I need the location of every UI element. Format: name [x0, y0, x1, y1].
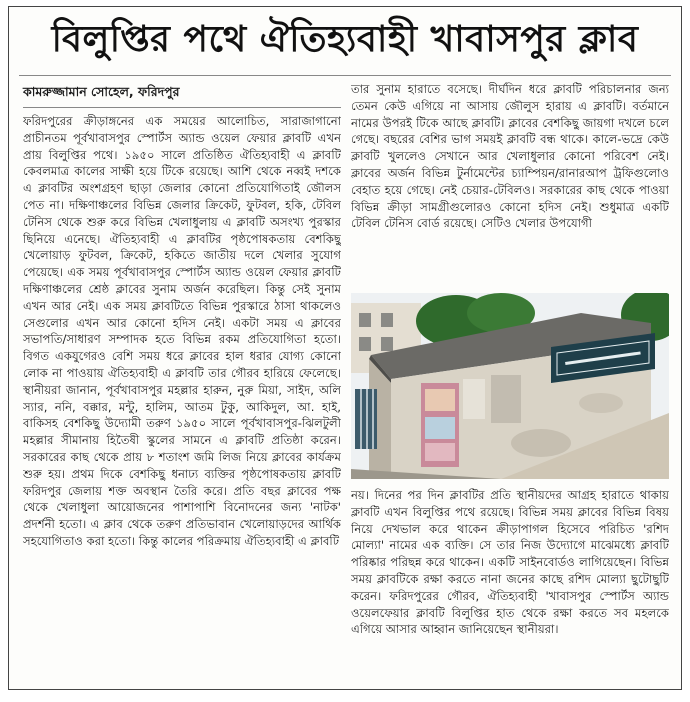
byline-divider: [23, 107, 341, 108]
article-headline: বিলুপ্তির পথে ঐতিহ্যবাহী খাবাসপুর ক্লাব: [51, 18, 639, 60]
article-column-left: [23, 113, 341, 683]
club-building-photo-icon: [351, 293, 669, 479]
article-column-right-top: [351, 81, 669, 289]
article-body-right-bottom: নয়। দিনের পর দিন ক্লাবটির প্রতি স্থানীয়দের আগ্রহ হারাতে থাকায় ক্লাবটি এখন বিলুপ্তির পথে রয়েছে। বিভিন্ন সময় ক্লাবের বিভিন্ন বিষয় নিয়ে দেখভাল করে থাকেন ক্রীড়াপাগল হিসেবে পরিচিত 'রশিদ মোল্যা' নামের এক ব্যক্তি। সে তার নিজ উদ্যোগে মাঝেমধ্যে ক্লাবটি পরিষ্কার পরিছন্ন করে থাকেন। একটি সাইনবোর্ডও লাগিয়েছেন। বিভিন্ন সময় ক্লাবটিকে রক্ষা করতে নানা জনের কাছে রশিদ মোল্যা ছুটোছুটি করেন। ফরিদপুরের গৌরব, ঐতিহ্যবাহী 'খাবাসপুর স্পোর্টস অ্যান্ড ওয়েলফেয়ার ক্লাবটি বিলুপ্তির হাত থেকে রক্ষা করতে সব মহলকে এগিয়ে আসার আহ্বান জানিয়েছেন স্থানীয়রা।: [351, 488, 669, 637]
article-column-right-bottom: [351, 487, 669, 683]
article-body-left: ফরিদপুরের ক্রীড়াঙ্গনের এক সময়ের আলোচিত, সারাজাগানো প্রাচীনতম পূর্বখাবাসপুর স্পোর্টস অ্যান্ড ওয়েল ফেয়ার ক্লাবটি এখন প্রায় বিলুপ্তির পথে। ১৯৫০ সালে প্রতিষ্ঠিত ঐতিহ্যবাহী এ ক্লাবটি কেবলমাত্র কালের সাক্ষী হয়ে টিকে রয়েছে। আশি থেকে নব্বই দশকে এ ক্লাবটির অংশগ্রহণ ছাড়া জেলার কোনো প্রতিযোগিতাই জৌলস পেত না। দক্ষিণাঞ্চলের বিভিন্ন জেলার ক্রিকেট, ফুটবল, হকি, টেবিল টেনিস থেকে শুরু করে বিভিন্ন খেলাধুলায় এ ক্লাবটি অসংখ্য পুরস্কার ছিনিয়ে এনেছে। ঐতিহ্যবাহী এ ক্লাবটির পৃষ্ঠপোষকতায় বেশকিছু খেলোয়াড় ফুটবল, ক্রিকেট, হকিতে জাতীয় দলে খেলার সুযোগ পেয়েছে। এক সময় পূর্বখাবাসপুর স্পোর্টস অ্যান্ড ওয়েল ফেয়ার ক্লাবটি দক্ষিণাঞ্চলের শ্রেষ্ঠ ক্লাবের সুনাম অর্জন করেছিল। কিন্তু সেই সুনাম এখন আর নেই। এক সময় ক্লাবটিতে বিভিন্ন পুরস্কারে ঠাসা থাকলেও সেগুলোর এখন আর কোনো হদিস নেই। একটা সময় এ ক্লাবের সভাপতি/সাধারণ সম্পাদক হতে বিভিন্ন রকম প্রতিযোগিতা হতো। বিগত একযুগেরও বেশি সময় ধরে ক্লাবের হাল ধরার যোগ্য কোনো লোক না পাওয়ায় ঐতিহ্যবাহী এ ক্লাবটি তার গৌরব হারিয়ে ফেলেছে। স্থানীয়রা জানান, পূর্বখাবাসপুর মহল্লার হারুন, নুরু মিয়া, সাইদ, অলি স্যার, ননি, বক্কার, মন্টু, হালিম, আতম টুকু, আকিদুল, আ. হাই, বাকিসহ বেশকিছু উদ্যোমী তরুণ ১৯৫০ সালে পূর্বখাবাসপুর-ঝিলটুলী মহল্লার সীমানায় হিতৈষী স্কুলের সামনে এ ক্লাবটি প্রতিষ্ঠা করেন। সরকারের কাছ থেকে প্রায় ৮ শতাংশ জমি লিজ নিয়ে ক্লাবের কার্যক্রম শুরু হয়। প্রথম দিকে বেশকিছু ধনাঢ্য ব্যক্তির পৃষ্ঠপোষকতায় ক্লাবটি ফরিদপুর জেলায় শক্ত অবস্থান তৈরি করে। প্রতি বছর ক্লাবের পক্ষ থেকে খেলাধুলা আয়োজনের পাশাপাশি বিনোদনের জন্য 'নাটক' প্রদর্শনী হতো। এ ক্লাব থেকে তরুণ প্রতিভাবান খেলোয়াড়দের আর্থিক সহযোগিতাও করা হতো। কিন্তু কালের পরিক্রমায় ঐতিহ্যবাহী এ ক্লাবটি: [23, 114, 341, 548]
headline-divider: [19, 75, 671, 76]
newspaper-clipping: [8, 6, 682, 690]
article-byline: কামরুজ্জামান সোহেল, ফরিদপুর: [23, 84, 180, 99]
club-building-photo: [351, 293, 669, 479]
article-body-right-top: তার সুনাম হারাতে বসেছে। দীর্ঘদিন ধরে ক্লাবটি পরিচালনার জন্য তেমন কেউ এগিয়ে না আসায় জৌলুস হারায় এ ক্লাবটি। বর্তমানে নামের উপরই টিকে আছে ক্লাবটি। ক্লাবের বেশকিছু জায়গা দখলে চলে গেছে। বছরের বেশির ভাগ সময়ই ক্লাবটি বন্ধ থাকে। কালে-ভদ্রে কেউ ক্লাবটি খুললেও সেখানে আর খেলাধুলার কোনো পরিবেশ নেই। ক্লাবের অর্জন বিভিন্ন টুর্নামেন্টের চ্যাম্পিয়ন/রানারআপ ট্রফিগুলোও বেহাত হয়ে গেছে। নেই চেয়ার-টেবিলও। সরকারের কাছ থেকে পাওয়া বিভিন্ন ক্রীড়া সামগ্রীগুলোরও কোনো হদিস নেই। শুধুমাত্র একটি টেবিল টেনিস বোর্ড রয়েছে। সেটিও খেলার উপযোগী: [351, 82, 669, 231]
